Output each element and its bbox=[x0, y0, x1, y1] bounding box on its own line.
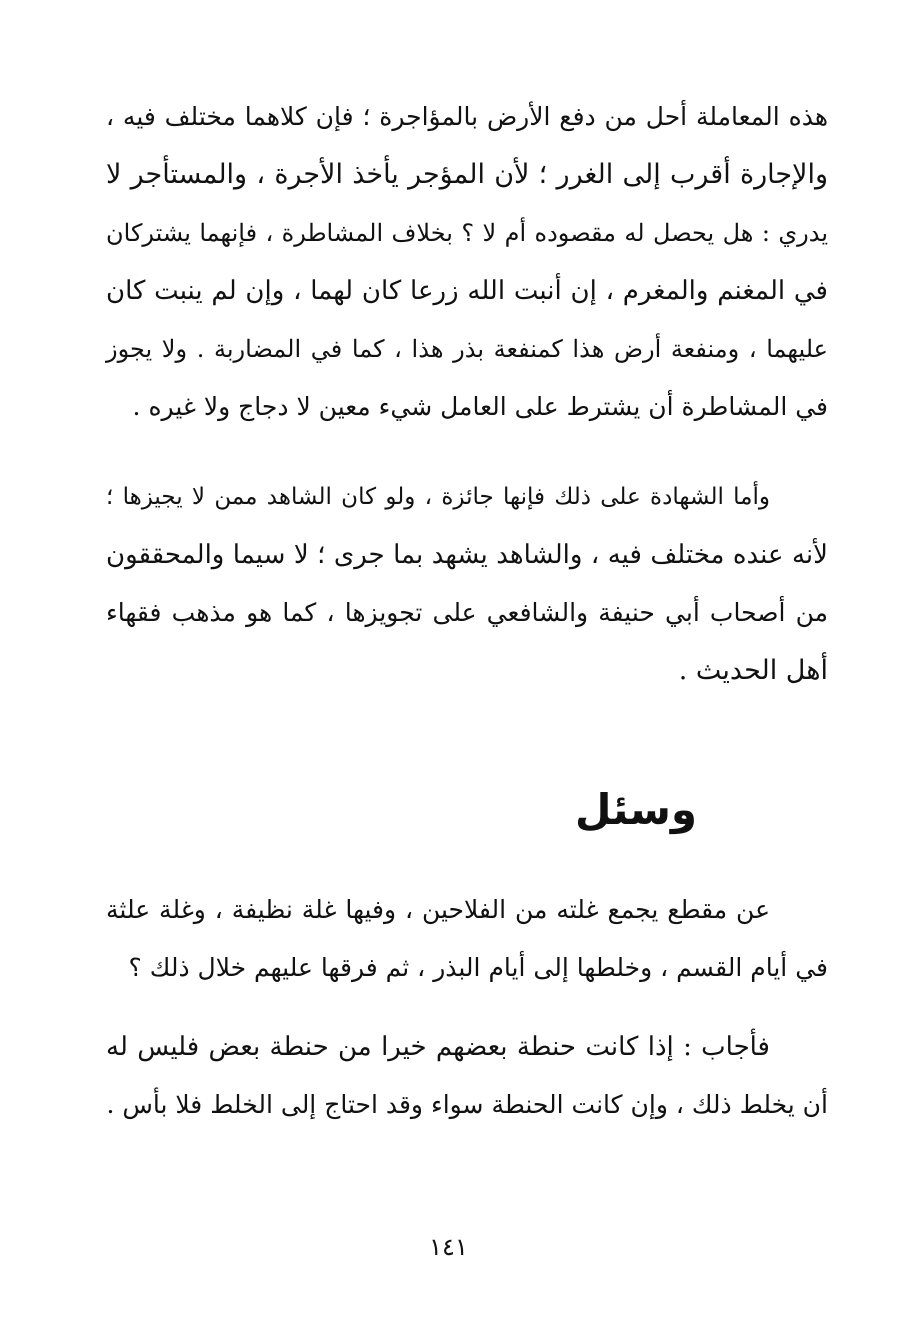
text-line: وأما الشهادة على ذلك فإنها جائزة ، ولو كان الشاهد ممن لا يجيزها ؛ bbox=[106, 484, 770, 510]
paragraph-answer bbox=[106, 1018, 828, 1134]
text-line: في أيام القسم ، وخلطها إلى أيام البذر ، ثم فرقها عليهم خلال ذلك ؟ bbox=[128, 953, 828, 982]
text-line: عن مقطع يجمع غلته من الفلاحين ، وفيها غلة نظيفة ، وغلة علثة bbox=[106, 895, 770, 924]
text-line: والإجارة أقرب إلى الغرر ؛ لأن المؤجر يأخذ الأجرة ، والمستأجر لا bbox=[106, 159, 828, 190]
text-line: في المشاطرة أن يشترط على العامل شيء معين لا دجاج ولا غيره . bbox=[132, 392, 828, 421]
paragraph-question bbox=[106, 881, 828, 997]
text-line: من أصحاب أبي حنيفة والشافعي على تجويزها ، كما هو مذهب فقهاء bbox=[106, 598, 828, 627]
text-line: عليهما ، ومنفعة أرض هذا كمنفعة بذر هذا ، كما في المضاربة . ولا يجوز bbox=[106, 335, 828, 363]
text-line: أهل الحديث . bbox=[678, 655, 828, 686]
text-line: فأجاب : إذا كانت حنطة بعضهم خيرا من حنطة بعض فليس له bbox=[106, 1032, 770, 1062]
paragraph-muamala bbox=[106, 88, 828, 436]
page-number: ١٤١ bbox=[429, 1233, 468, 1261]
text-line: لأنه عنده مختلف فيه ، والشاهد يشهد بما جرى ؛ لا سيما والمحققون bbox=[106, 540, 828, 570]
section-heading: وسئل bbox=[574, 785, 698, 834]
paragraph-shahada bbox=[106, 468, 828, 700]
text-line: هذه المعاملة أحل من دفع الأرض بالمؤاجرة ؛ فإن كلاهما مختلف فيه ، bbox=[106, 102, 828, 131]
text-line: في المغنم والمغرم ، إن أنبت الله زرعا كان لهما ، وإن لم ينبت كان bbox=[106, 276, 828, 306]
text-line: أن يخلط ذلك ، وإن كانت الحنطة سواء وقد احتاج إلى الخلط فلا بأس . bbox=[106, 1090, 828, 1119]
text-line: يدري : هل يحصل له مقصوده أم لا ؟ بخلاف المشاطرة ، فإنهما يشتركان bbox=[106, 219, 828, 247]
